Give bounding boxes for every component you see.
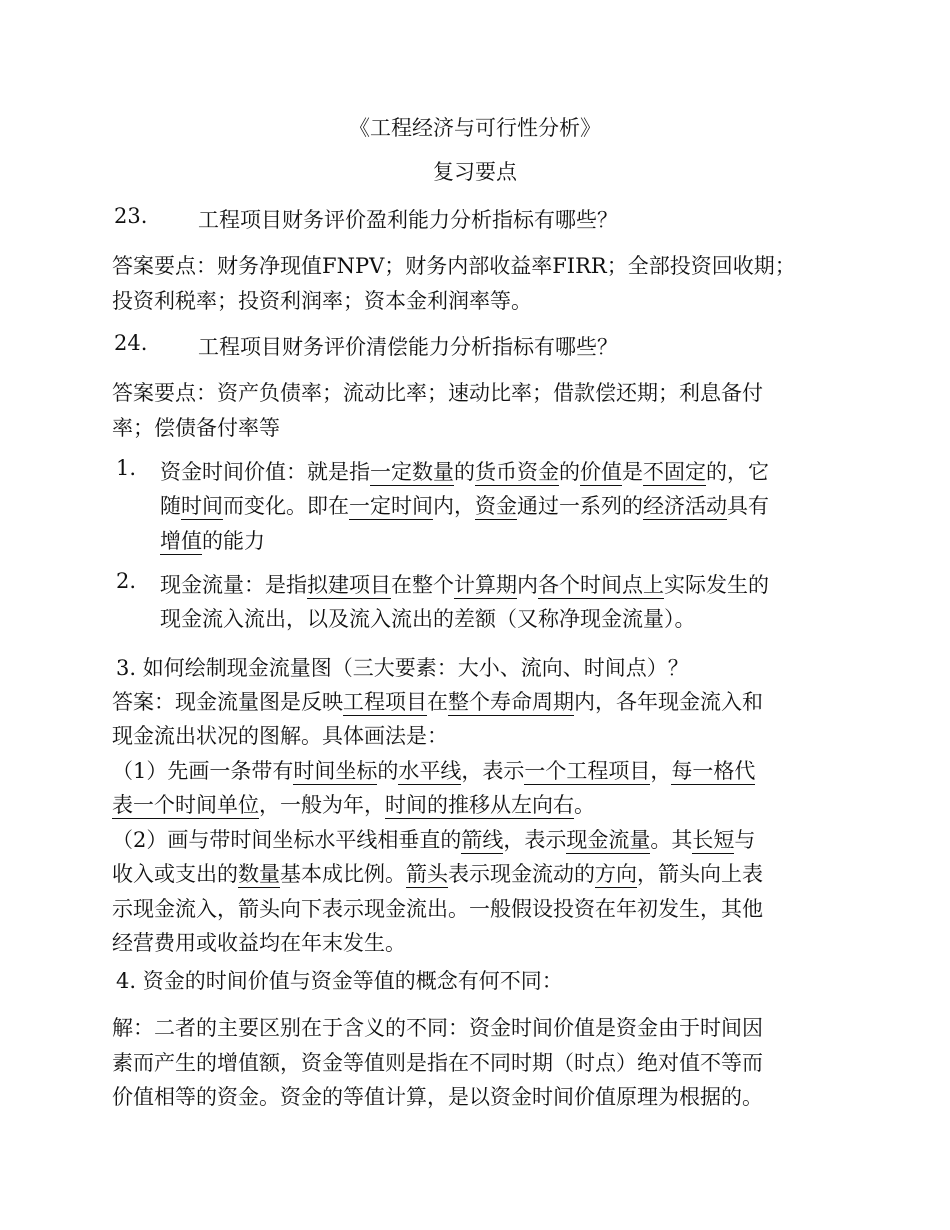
underlined-term: 一个工程项目 bbox=[524, 759, 651, 783]
underlined-term: 方向 bbox=[595, 862, 637, 886]
answer-24-line-1: 答案要点：资产负债率；流动比率；速动比率；借款偿还期；利息备付 bbox=[112, 381, 763, 405]
item-1-number: 1. bbox=[116, 456, 137, 480]
underlined-term: 价值 bbox=[580, 460, 622, 484]
underlined-term: 整个寿命周期 bbox=[448, 690, 574, 714]
question-23-text: 工程项目财务评价盈利能力分析指标有哪些？ bbox=[198, 208, 618, 232]
underlined-term: 箭线 bbox=[461, 828, 504, 852]
item-3-question: 3. 如何绘制现金流量图（三大要素：大小、流向、时间点）？ bbox=[116, 656, 689, 680]
underlined-term: 计算期 bbox=[454, 573, 517, 597]
item-3-step-2-line-4: 经营费用或收益均在年末发生。 bbox=[112, 931, 406, 955]
answer-24-line-2: 率；偿债备付率等 bbox=[112, 416, 280, 440]
underlined-term: 长短 bbox=[692, 828, 735, 852]
question-24-text: 工程项目财务评价清偿能力分析指标有哪些？ bbox=[198, 335, 618, 359]
item-2-line-1: 现金流量：是指拟建项目在整个计算期内各个时间点上实际发生的 bbox=[160, 573, 769, 597]
answer-23-line-2: 投资利税率；投资利润率；资本金利润率等。 bbox=[112, 289, 532, 313]
item-2-number: 2. bbox=[116, 569, 137, 593]
underlined-term: 资金 bbox=[475, 494, 517, 518]
underlined-term: 增值 bbox=[160, 529, 202, 553]
item-3-step-2-line-1: （2）画与带时间坐标水平线相垂直的箭线，表示现金流量。其长短与 bbox=[112, 828, 756, 852]
underlined-term: 每一格代 bbox=[671, 759, 756, 783]
item-3-answer-line-1: 答案：现金流量图是反映工程项目在整个寿命周期内，各年现金流入和 bbox=[112, 690, 763, 714]
item-3-step-2-line-2: 收入或支出的数量基本成比例。箭头表示现金流动的方向，箭头向上表 bbox=[112, 862, 763, 886]
item-2-line-2: 现金流入流出，以及流入流出的差额（又称净现金流量）。 bbox=[160, 607, 696, 631]
underlined-term: 时间的推移从左向右 bbox=[385, 793, 574, 817]
underlined-term: 不固定 bbox=[643, 460, 706, 484]
underlined-term: 时间坐标 bbox=[293, 759, 378, 783]
item-4-question: 4. 资金的时间价值与资金等值的概念有何不同： bbox=[116, 969, 563, 993]
answer-23-line-1: 答案要点：财务净现值FNPV；财务内部收益率FIRR；全部投资回收期； bbox=[112, 254, 796, 278]
item-4-answer-line-3: 价值相等的资金。资金的等值计算，是以资金时间价值原理为根据的。 bbox=[112, 1085, 763, 1109]
underlined-term: 表一个时间单位 bbox=[112, 793, 259, 817]
item-4-answer-line-1: 解：二者的主要区别在于含义的不同：资金时间价值是资金由于时间因 bbox=[112, 1016, 763, 1040]
underlined-term: 现金流量 bbox=[566, 828, 651, 852]
item-1-line-3: 增值的能力 bbox=[160, 529, 265, 553]
item-3-step-2-line-3: 示现金流入，箭头向下表示现金流出。一般假设投资在年初发生，其他 bbox=[112, 897, 763, 921]
underlined-term: 工程项目 bbox=[343, 690, 427, 714]
document-subtitle: 复习要点 bbox=[433, 160, 517, 184]
underlined-term: 时间 bbox=[181, 494, 223, 518]
question-24-number: 24. bbox=[114, 331, 148, 355]
underlined-term: 数量 bbox=[238, 862, 280, 886]
underlined-term: 一定数量 bbox=[370, 460, 454, 484]
item-4-answer-line-2: 素而产生的增值额，资金等值则是指在不同时期（时点）绝对值不等而 bbox=[112, 1051, 763, 1075]
underlined-term: 箭头 bbox=[406, 862, 448, 886]
item-1-line-2: 随时间而变化。即在一定时间内，资金通过一系列的经济活动具有 bbox=[160, 494, 769, 518]
underlined-term: 各个时间点上 bbox=[538, 573, 664, 597]
item-3-step-1-line-1: （1）先画一条带有时间坐标的水平线，表示一个工程项目，每一格代 bbox=[112, 759, 756, 783]
underlined-term: 水平线 bbox=[398, 759, 462, 783]
underlined-term: 货币资金 bbox=[475, 460, 559, 484]
item-1-line-1: 资金时间价值：就是指一定数量的货币资金的价值是不固定的，它 bbox=[160, 460, 769, 484]
question-23-number: 23. bbox=[114, 204, 148, 228]
underlined-term: 拟建项目 bbox=[307, 573, 391, 597]
underlined-term: 一定时间 bbox=[349, 494, 433, 518]
underlined-term: 经济活动 bbox=[643, 494, 727, 518]
item-3-answer-line-2: 现金流出状况的图解。具体画法是： bbox=[112, 724, 448, 748]
document-title: 《工程经济与可行性分析》 bbox=[349, 116, 601, 140]
item-3-step-1-line-2: 表一个时间单位，一般为年，时间的推移从左向右。 bbox=[112, 793, 595, 817]
